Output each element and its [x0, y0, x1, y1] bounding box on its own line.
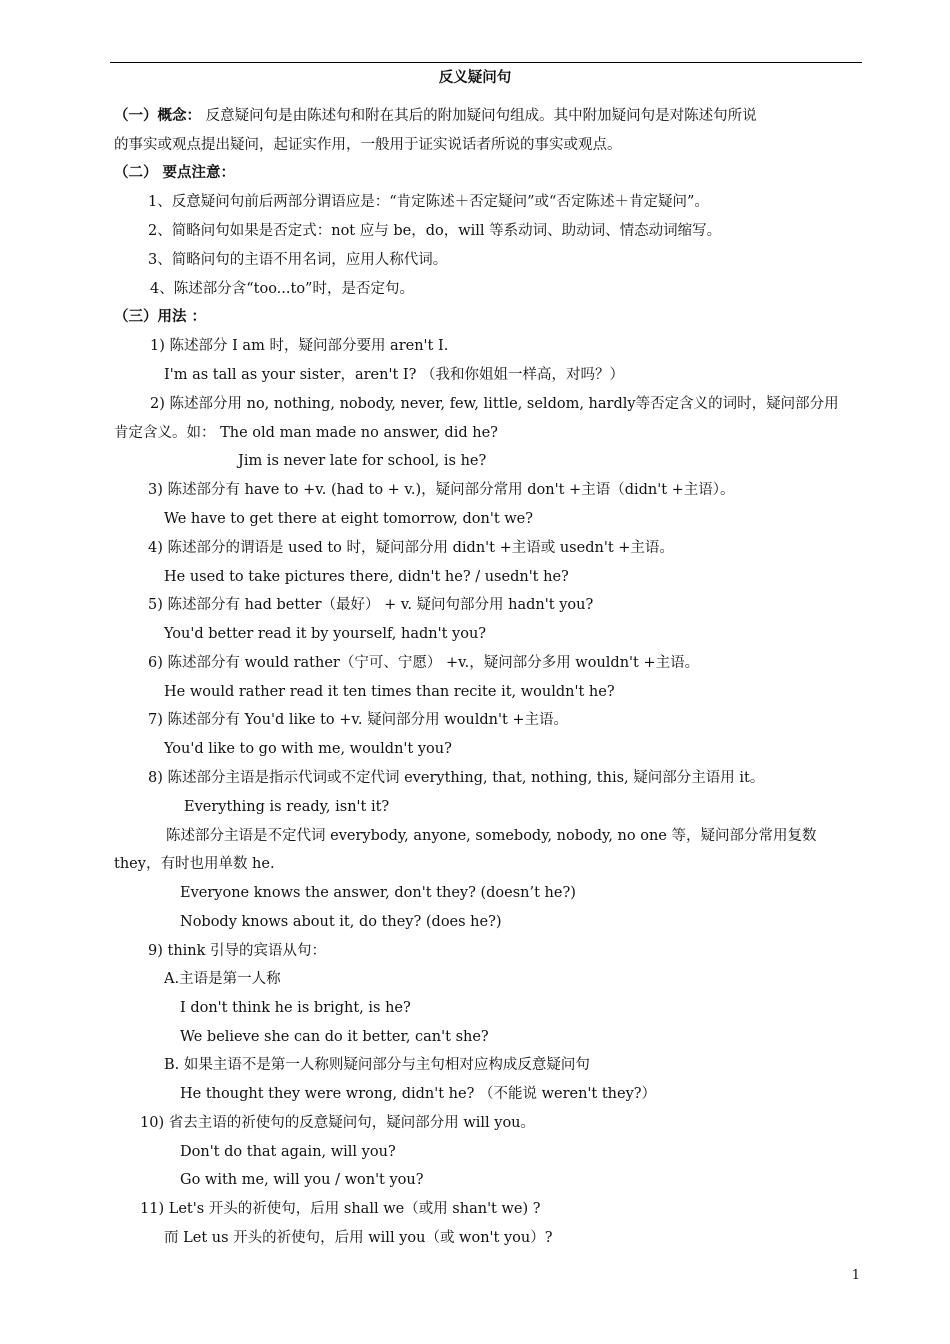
usage-6-example: He would rather read it ten times than recite it, wouldn't he?	[164, 684, 615, 700]
usage-1: 1) 陈述部分 I am 时，疑问部分要用 aren't I.	[150, 338, 449, 354]
section-label-notes: （二） 要点注意：	[114, 164, 236, 181]
note-3: 3、简略问句的主语不用名词，应用人称代词。	[148, 252, 448, 268]
header-rule	[110, 62, 862, 63]
note-1: 1、反意疑问句前后两部分谓语应是：“肯定陈述＋否定疑问”或“否定陈述＋肯定疑问”。	[148, 194, 709, 210]
usage-4: 4) 陈述部分的谓语是 used to 时，疑问部分用 didn't +主语或 usedn't +主语。	[148, 540, 674, 556]
usage-5: 5) 陈述部分有 had better（最好） + v. 疑问句部分用 hadn't you?	[148, 597, 594, 613]
usage-2-example: Jim is never late for school, is he?	[238, 453, 487, 469]
note-4: 4、陈述部分含“too...to”时，是否定句。	[150, 281, 414, 297]
usage-11: 11) Let's 开头的祈使句，后用 shall we（或用 shan't we) ?	[140, 1201, 541, 1217]
usage-1-example: I'm as tall as your sister，aren't I? （我和你姐姐一样高，对吗？）	[164, 367, 625, 383]
usage-9-a-example-2: We believe she can do it better, can't she?	[180, 1029, 489, 1045]
usage-8-example: Everything is ready, isn't it?	[184, 799, 390, 815]
usage-8: 8) 陈述部分主语是指示代词或不定代词 everything, that, nothing, this, 疑问部分主语用 it。	[148, 770, 765, 786]
concept-line-1: （一）概念： 反意疑问句是由陈述句和附在其后的附加疑问句组成。其中附加疑问句是对陈述句所说	[114, 107, 757, 124]
usage-10-example-2: Go with me, will you / won't you?	[180, 1172, 424, 1188]
usage-3-example: We have to get there at eight tomorrow, don't we?	[164, 511, 534, 527]
usage-10: 10) 省去主语的祈使句的反意疑问句，疑问部分用 will you。	[140, 1115, 536, 1131]
note-2: 2、简略问句如果是否定式：not 应与 be，do，will 等系动词、助动词、情态动词缩写。	[148, 223, 722, 239]
section-label-concept: （一）概念：	[114, 107, 201, 124]
usage-9: 9) think 引导的宾语从句：	[148, 943, 327, 959]
usage-2: 2) 陈述部分用 no, nothing, nobody, never, few, little, seldom, hardly等否定含义的词时，疑问部分用	[150, 396, 839, 412]
usage-9-a: A.主语是第一人称	[164, 971, 281, 987]
page-title: 反义疑问句	[438, 69, 512, 86]
usage-2-cont: 肯定含义。如： The old man made no answer, did he?	[114, 425, 498, 441]
usage-8-note: 陈述部分主语是不定代词 everybody, anyone, somebody, nobody, no one 等，疑问部分常用复数	[166, 828, 817, 844]
usage-7: 7) 陈述部分有 You'd like to +v. 疑问部分用 wouldn't +主语。	[148, 712, 569, 728]
usage-7-example: You'd like to go with me, wouldn't you?	[164, 741, 452, 757]
usage-8-example-2: Everyone knows the answer, don't they? (doesn’t he?)	[180, 885, 576, 901]
usage-6: 6) 陈述部分有 would rather（宁可、宁愿） +v.，疑问部分多用 wouldn't +主语。	[148, 655, 700, 671]
usage-8-example-3: Nobody knows about it, do they? (does he?)	[180, 914, 502, 930]
concept-line-2: 的事实或观点提出疑问，起证实作用，一般用于证实说话者所说的事实或观点。	[114, 137, 622, 153]
usage-9-b: B. 如果主语不是第一人称则疑问部分与主句相对应构成反意疑问句	[164, 1057, 590, 1073]
usage-5-example: You'd better read it by yourself, hadn't you?	[164, 626, 487, 642]
usage-11-cont: 而 Let us 开头的祈使句，后用 will you（或 won't you）?	[164, 1230, 553, 1246]
usage-4-example: He used to take pictures there, didn't he? / usedn't he?	[164, 569, 569, 585]
usage-8-note-cont: they，有时也用单数 he.	[114, 856, 275, 872]
usage-9-b-example: He thought they were wrong, didn't he? （不能说 weren't they?）	[180, 1086, 657, 1102]
usage-10-example-1: Don't do that again, will you?	[180, 1144, 396, 1160]
usage-9-a-example-1: I don't think he is bright, is he?	[180, 1000, 411, 1016]
section-label-usage: （三）用法 ：	[114, 308, 207, 325]
page-number: 1	[851, 1268, 860, 1283]
usage-3: 3) 陈述部分有 have to +v. (had to + v.)，疑问部分常用 don't +主语（didn't +主语）。	[148, 482, 735, 498]
